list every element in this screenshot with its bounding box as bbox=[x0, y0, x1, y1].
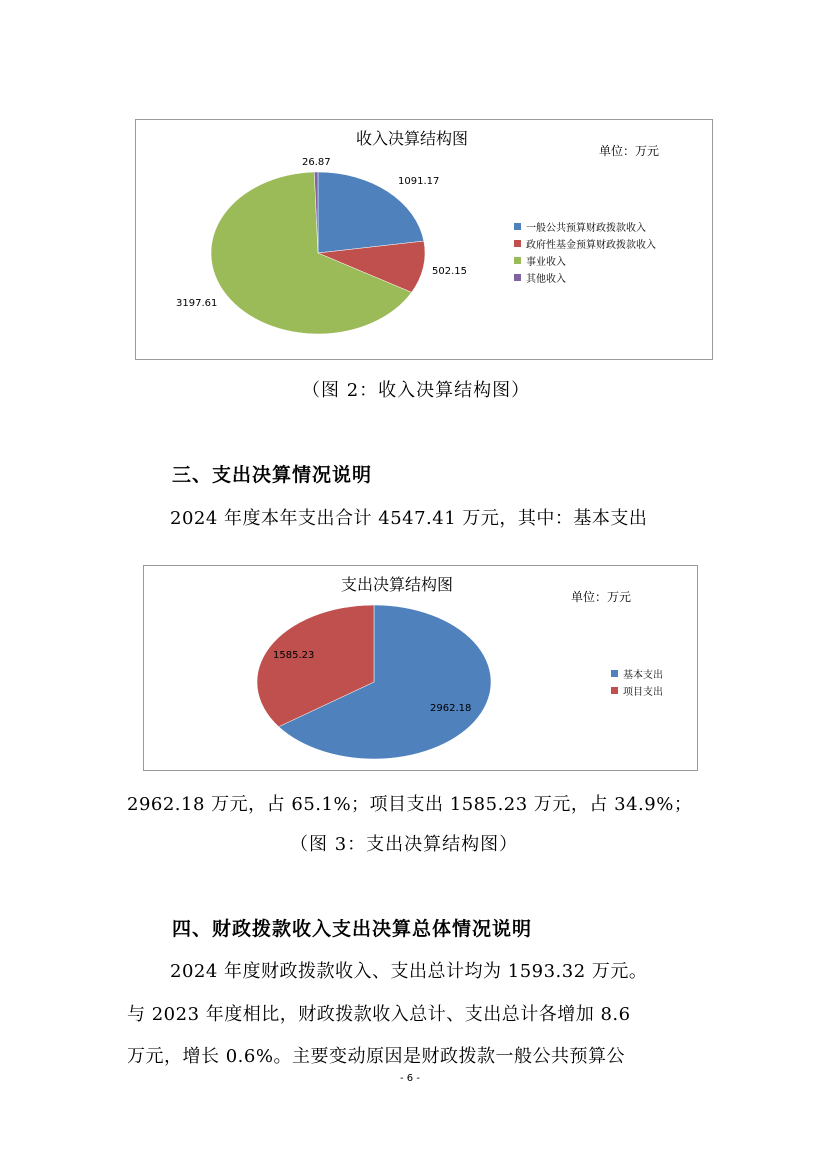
legend-label: 基本支出 bbox=[623, 670, 663, 681]
legend-label: 一般公共预算财政拨款收入 bbox=[526, 223, 646, 234]
legend-swatch bbox=[611, 687, 618, 694]
income-chart-unit: 单位：万元 bbox=[599, 144, 660, 158]
expense-label-basic: 2962.18 bbox=[430, 703, 472, 714]
expense-chart bbox=[143, 565, 698, 771]
income-legend-item bbox=[514, 218, 656, 235]
section4-paragraph-line: 万元，增长 0.6%。主要变动原因是财政拨款一般公共预算公 bbox=[127, 1046, 625, 1067]
income-legend-item bbox=[514, 269, 656, 286]
section4-paragraph-line: 2024 年度财政拨款收入、支出总计均为 1593.32 万元。 bbox=[170, 961, 648, 982]
legend-swatch bbox=[514, 257, 521, 264]
expense-legend-item bbox=[611, 682, 663, 699]
expense-legend-item bbox=[611, 665, 663, 682]
legend-swatch bbox=[514, 240, 521, 247]
legend-swatch bbox=[514, 274, 521, 281]
section4-heading: 四、财政拨款收入支出决算总体情况说明 bbox=[172, 918, 533, 940]
figure2-caption: （图 2：收入决算结构图） bbox=[302, 380, 531, 401]
expense-legend bbox=[611, 665, 663, 699]
income-legend bbox=[514, 218, 656, 286]
income-chart-title: 收入决算结构图 bbox=[356, 129, 469, 148]
income-label-other: 26.87 bbox=[302, 157, 331, 168]
income-legend-item bbox=[514, 252, 656, 269]
income-chart bbox=[135, 119, 713, 360]
legend-swatch bbox=[611, 670, 618, 677]
legend-swatch bbox=[514, 223, 521, 230]
page-number: - 6 - bbox=[400, 1073, 420, 1084]
expense-chart-title: 支出决算结构图 bbox=[341, 575, 454, 594]
income-label-business: 3197.61 bbox=[176, 298, 218, 309]
income-label-fund: 502.15 bbox=[432, 266, 467, 277]
expense-label-project: 1585.23 bbox=[273, 650, 315, 661]
section3-paragraph-line: 2024 年度本年支出合计 4547.41 万元，其中：基本支出 bbox=[170, 508, 648, 529]
legend-label: 其他收入 bbox=[526, 274, 566, 285]
legend-label: 政府性基金预算财政拨款收入 bbox=[526, 240, 656, 251]
income-legend-item bbox=[514, 235, 656, 252]
figure3-caption: （图 3：支出决算结构图） bbox=[290, 834, 519, 855]
legend-label: 项目支出 bbox=[623, 687, 663, 698]
section3-paragraph-line: 2962.18 万元，占 65.1%；项目支出 1585.23 万元，占 34.9%； bbox=[127, 794, 693, 815]
expense-chart-unit: 单位：万元 bbox=[571, 590, 632, 604]
section3-heading: 三、支出决算情况说明 bbox=[172, 464, 373, 486]
section4-paragraph-line: 与 2023 年度相比，财政拨款收入总计、支出总计各增加 8.6 bbox=[127, 1004, 631, 1025]
legend-label: 事业收入 bbox=[526, 257, 566, 268]
income-label-general: 1091.17 bbox=[398, 176, 440, 187]
